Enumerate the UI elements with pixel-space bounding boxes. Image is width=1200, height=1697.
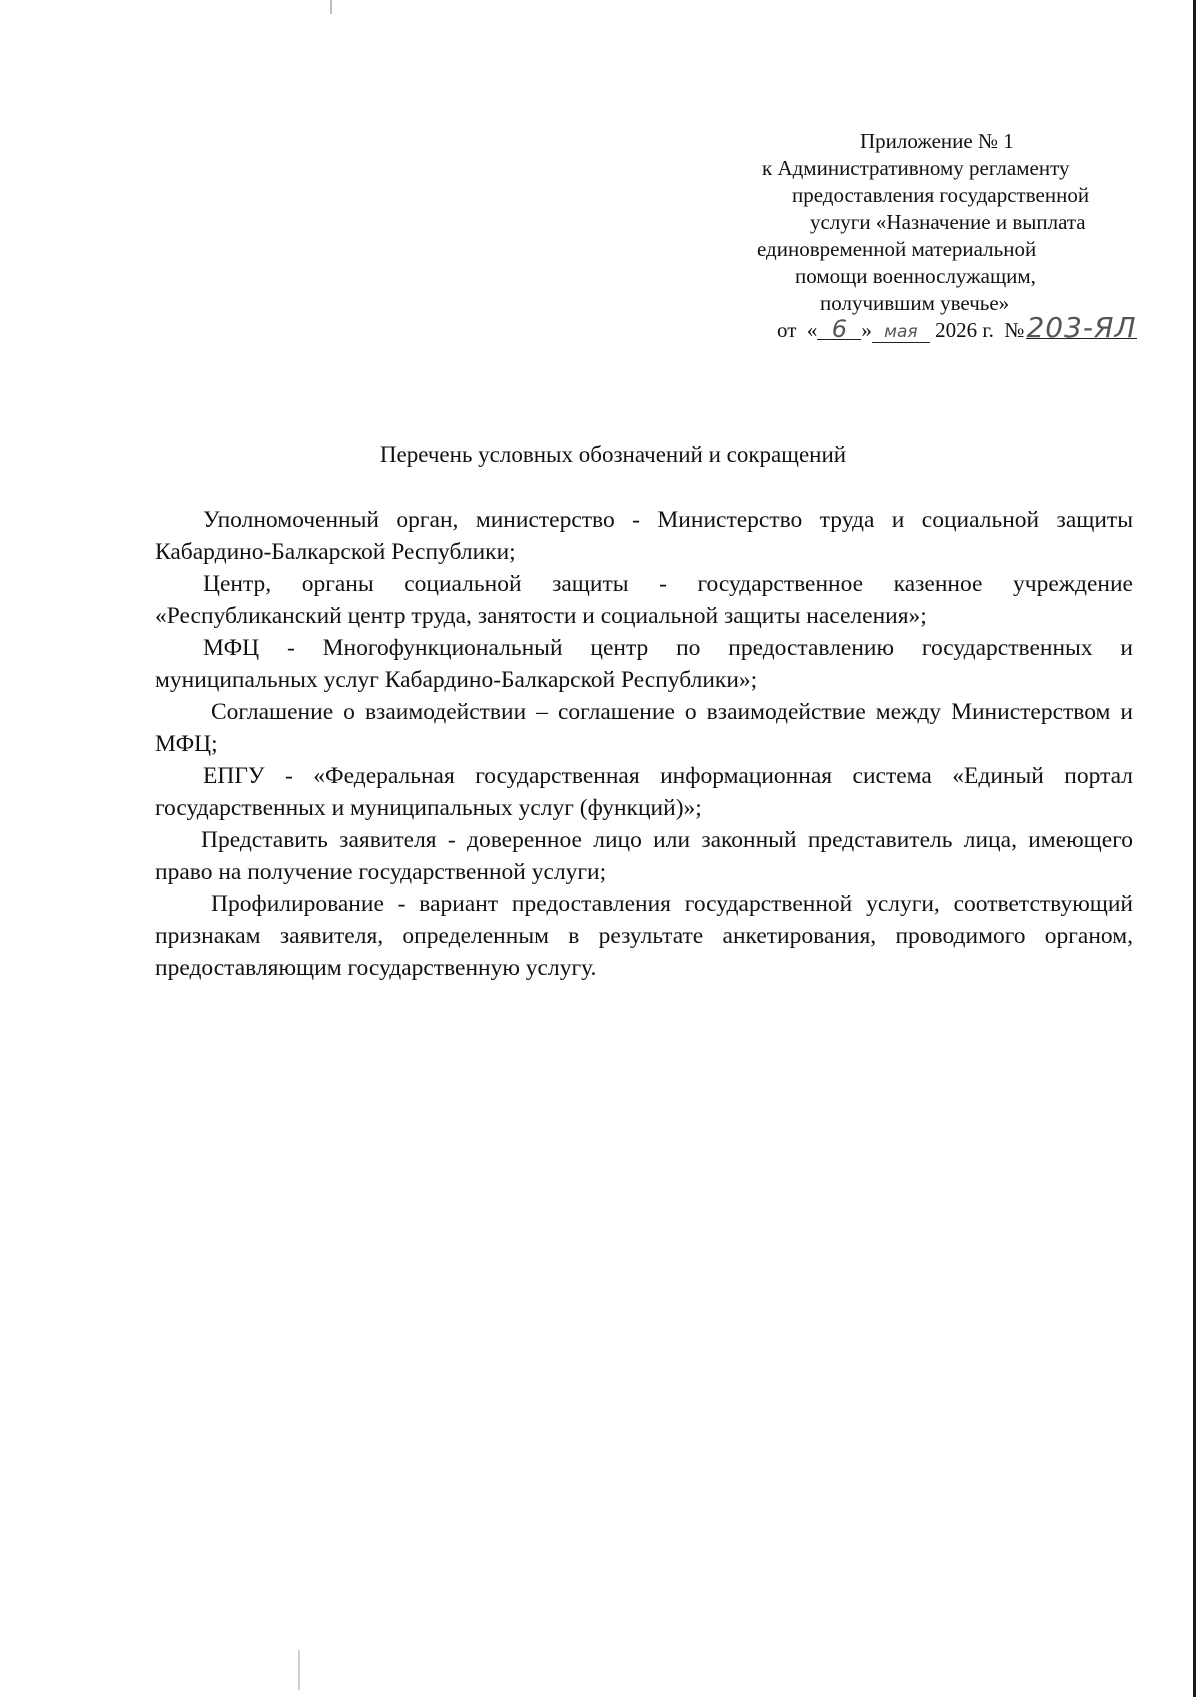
number-sign: № <box>1004 318 1025 342</box>
document-body <box>155 504 1133 984</box>
handwritten-month: мая <box>872 322 930 343</box>
scan-edge-mark <box>298 1650 300 1690</box>
date-close-quote: » <box>861 318 872 342</box>
definition-paragraph: Центр, органы социальной защиты - государственное казенное учреждение «Республиканский центр труда, занятости и социальной защиты населения»; <box>155 571 1133 629</box>
definition-paragraph: Представить заявителя - доверенное лицо или законный представитель лица, имеющего право на получение государственной услуги; <box>155 827 1133 885</box>
definition-paragraph: МФЦ - Многофункциональный центр по предоставлению государственных и муниципальных услуг Кабардино-Балкарской Республики»; <box>155 635 1133 693</box>
definition-paragraph: ЕПГУ - «Федеральная государственная информационная система «Единый портал государственных и муниципальных услуг (функций)»; <box>155 763 1133 821</box>
definition-paragraph: Профилирование - вариант предоставления государственной услуги, соответствующий признакам заявителя, определенным в результате анкетирования, проводимого органом, предоставляющим государственную услугу. <box>155 891 1133 981</box>
appendix-date-line <box>777 311 1200 344</box>
handwritten-document-number: 203-ЯЛ <box>1026 311 1137 344</box>
appendix-reference-line: услуги «Назначение и выплата <box>810 210 1086 234</box>
definition-paragraph: Уполномоченный орган, министерство - Министерство труда и социальной защиты Кабардино-Балкарской Республики; <box>155 507 1133 565</box>
appendix-header <box>700 128 1140 344</box>
appendix-number: Приложение № 1 <box>860 129 1014 153</box>
date-open-quote: « <box>806 318 818 342</box>
date-prefix: от <box>777 318 797 342</box>
appendix-reference-line: получившим увечье» <box>820 291 1010 315</box>
appendix-reference-line: предоставления государственной <box>792 183 1090 207</box>
appendix-reference-line: единовременной материальной <box>757 237 1037 261</box>
document-title: Перечень условных обозначений и сокращений <box>379 442 847 467</box>
date-year: 2026 г. <box>935 318 994 342</box>
appendix-reference-line: помощи военнослужащим, <box>795 264 1036 288</box>
scan-edge-mark <box>330 0 332 14</box>
appendix-reference-line: к Административному регламенту <box>762 156 1070 180</box>
handwritten-day: 6 <box>817 319 861 340</box>
definition-paragraph: Соглашение о взаимодействии – соглашение о взаимодействие между Министерством и МФЦ; <box>155 699 1133 757</box>
